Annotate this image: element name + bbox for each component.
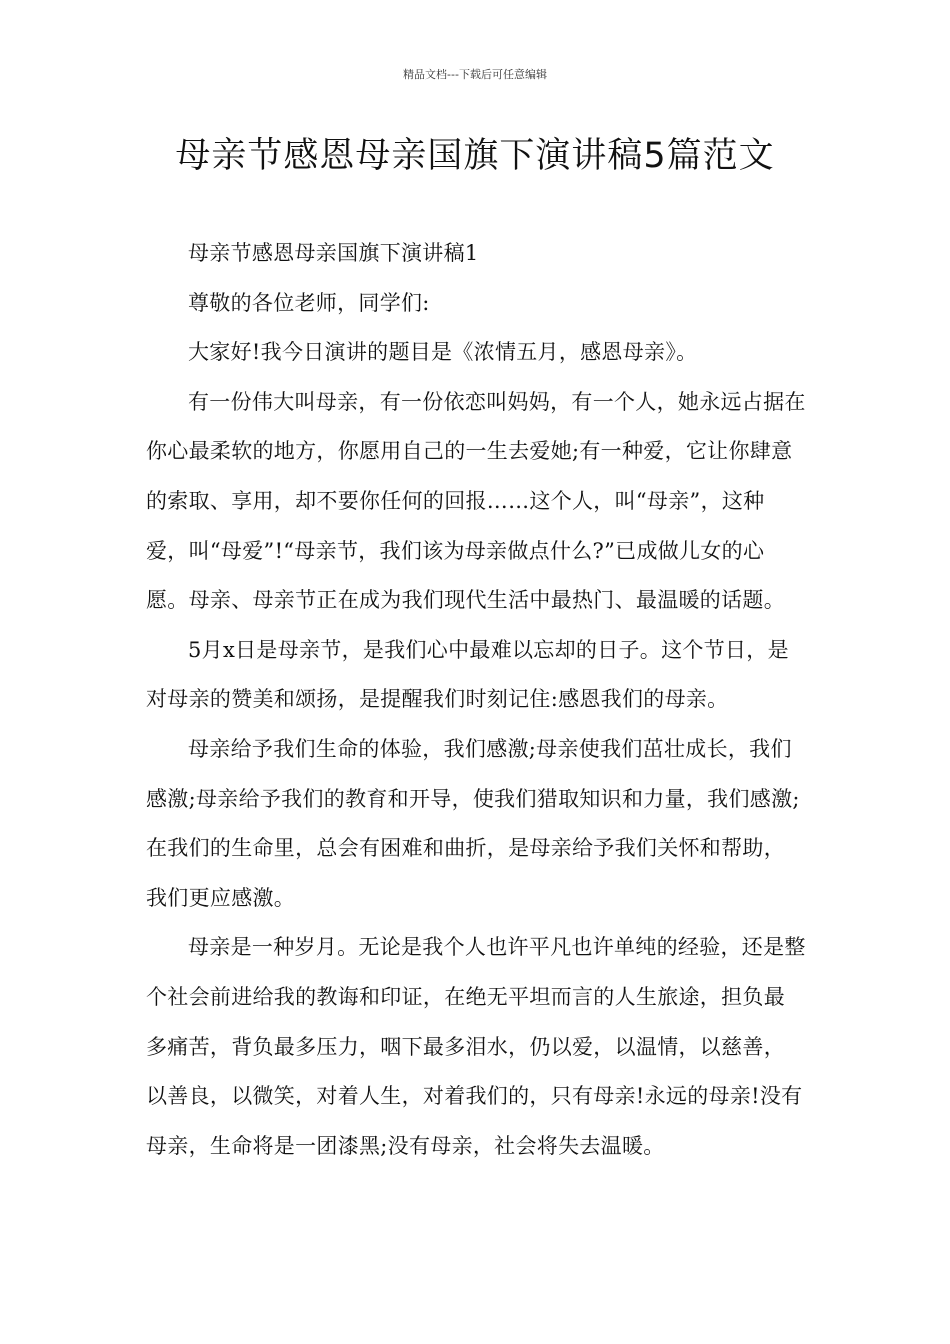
greeting-paragraph: 大家好!我今日演讲的题目是《浓情五月，感恩母亲》。 xyxy=(188,340,698,365)
header-note: 精品文档---下载后可任意编辑 xyxy=(403,68,547,81)
document-title: 母亲节感恩母亲国旗下演讲稿5篇范文 xyxy=(175,136,775,176)
document-body xyxy=(146,229,806,1171)
body-paragraph: 5月x日是母亲节，是我们心中最难以忘却的日子。这个节日，是对母亲的赞美和颂扬，是提醒我们时刻记住:感恩我们的母亲。 xyxy=(146,637,789,712)
body-paragraph: 有一份伟大叫母亲，有一份依恋叫妈妈，有一个人，她永远占据在你心最柔软的地方，你愿用自己的一生去爱她;有一种爱，它让你肆意的索取、享用，却不要你任何的回报……这个人，叫“母亲”，这种爱，叫“母爱”!“母亲节，我们该为母亲做点什么?”已成做儿女的心愿。母亲、母亲节正在成为我们现代生活中最热门、最温暖的话题。 xyxy=(146,389,806,613)
section-heading: 母亲节感恩母亲国旗下演讲稿1 xyxy=(188,241,479,265)
body-paragraph: 母亲给予我们生命的体验，我们感激;母亲使我们茁壮成长，我们感激;母亲给予我们的教育和开导，使我们猎取知识和力量，我们感激;在我们的生命里，总会有困难和曲折，是母亲给予我们关怀和帮助，我们更应感激。 xyxy=(146,736,800,910)
body-paragraph: 母亲是一种岁月。无论是我个人也许平凡也许单纯的经验，还是整个社会前进给我的教诲和印证，在绝无平坦而言的人生旅途，担负最多痛苦，背负最多压力，咽下最多泪水，仍以爱，以温情，以慈善，以善良，以微笑，对着人生，对着我们的，只有母亲!永远的母亲!没有母亲，生命将是一团漆黑;没有母亲，社会将失去温暖。 xyxy=(146,935,806,1158)
salutation: 尊敬的各位老师，同学们: xyxy=(188,290,430,315)
